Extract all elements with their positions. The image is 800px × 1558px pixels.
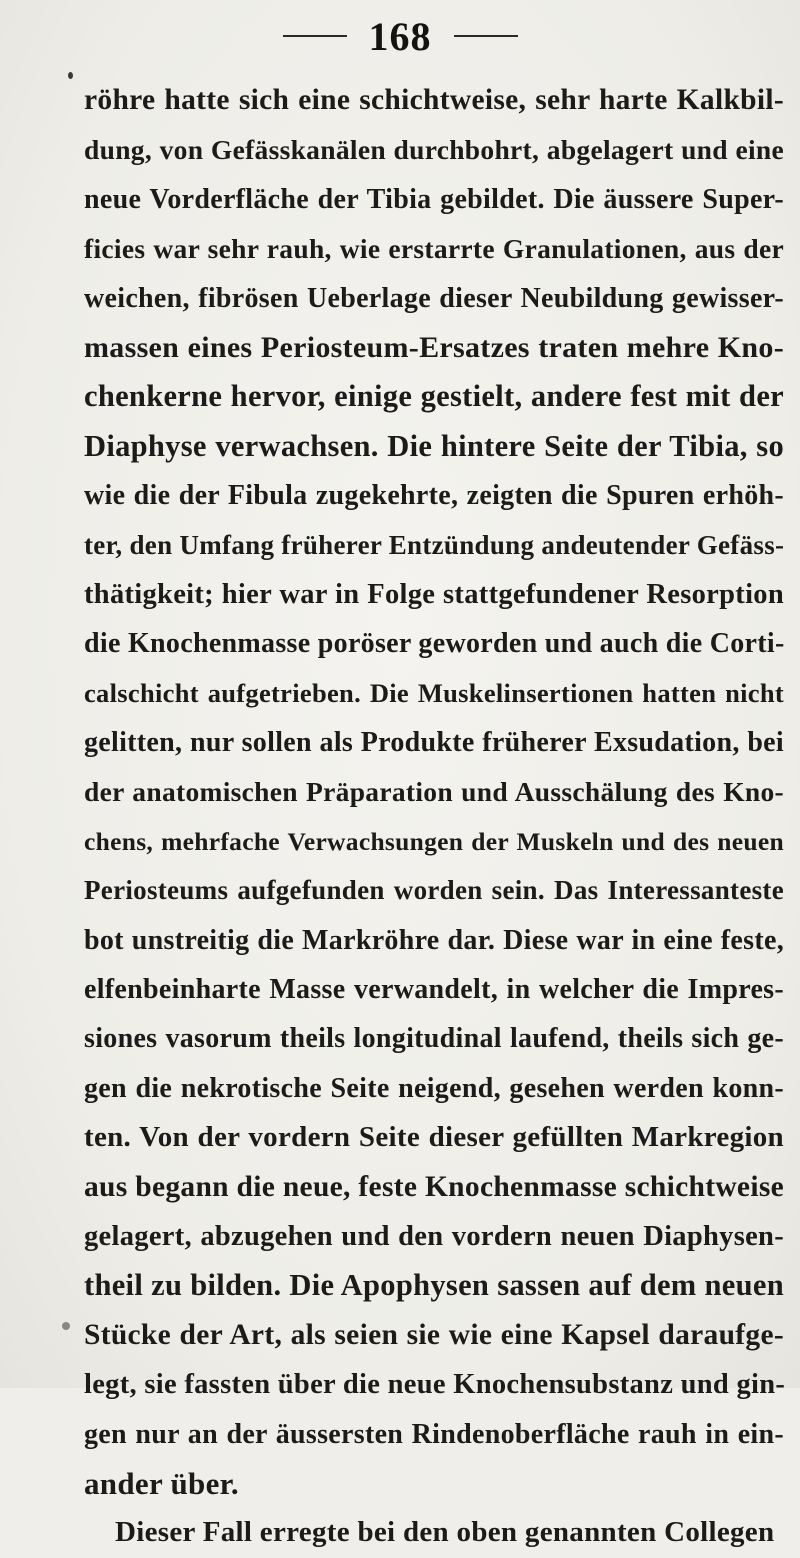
text-line: massen eines Periosteum-Ersatzes traten mehre Kno- — [84, 330, 784, 364]
text-line: Diaphyse verwachsen. Die hintere Seite der Tibia, so — [84, 428, 784, 463]
header-rule-left — [283, 35, 347, 37]
text-line: Stücke der Art, als seien sie wie eine Kapsel daraufge- — [84, 1318, 784, 1351]
body-text — [84, 76, 784, 1558]
text-line: aus begann die neue, feste Knochenmasse schichtweise — [84, 1170, 784, 1203]
text-line: theil zu bilden. Die Apophysen sassen auf dem neuen — [84, 1268, 784, 1303]
print-speck — [62, 1322, 70, 1330]
text-line: röhre hatte sich eine schichtweise, sehr harte Kalkbil- — [84, 84, 784, 116]
text-line: legt, sie fassten über die neue Knochensubstanz und gin- — [84, 1369, 786, 1401]
print-speck — [68, 72, 73, 79]
text-line: bot unstreitig die Markröhre dar. Diese war in eine feste, — [84, 924, 784, 956]
text-line: wie die der Fibula zugekehrte, zeigten die Spuren erhöh- — [84, 480, 784, 512]
text-line: thätigkeit; hier war in Folge stattgefundener Resorption — [84, 578, 784, 610]
page-number: 168 — [368, 13, 432, 59]
text-line: die Knochenmasse poröser geworden und auch die Corti- — [84, 628, 785, 660]
text-line: gen die nekrotische Seite neigend, gesehen werden konn- — [84, 1072, 784, 1104]
header-rule-right — [454, 35, 518, 37]
text-line: gen nur an der äussersten Rindenoberfläche rauh in ein- — [84, 1418, 784, 1450]
text-line: dung, von Gefässkanälen durchbohrt, abgelagert und eine — [84, 134, 784, 166]
text-line: siones vasorum theils longitudinal laufend, theils sich ge- — [84, 1023, 784, 1055]
text-line: calschicht aufgetrieben. Die Muskelinsertionen hatten nicht — [84, 677, 784, 708]
text-line: weichen, fibrösen Ueberlage dieser Neubildung gewisser- — [84, 282, 784, 314]
text-line: der anatomischen Präparation und Ausschälung des Kno- — [84, 776, 784, 808]
text-line: chens, mehrfache Verwachsungen der Muskeln und des neuen — [84, 826, 784, 856]
text-line: neue Vorderfläche der Tibia gebildet. Die äussere Super- — [84, 183, 784, 215]
text-line: ter, den Umfang früherer Entzündung andeutender Gefäss- — [84, 529, 785, 560]
text-line: ten. Von der vordern Seite dieser gefüllten Markregion — [84, 1121, 784, 1154]
text-line: Periosteums aufgefunden worden sein. Das Interessanteste — [84, 875, 784, 906]
page-header — [0, 6, 800, 66]
text-line: ficies war sehr rauh, wie erstarrte Granulationen, aus der — [84, 233, 784, 265]
text-line: Dieser Fall erregte bei den oben genannten Collegen — [115, 1516, 775, 1549]
text-line: chenkerne hervor, einige gestielt, andere fest mit der — [84, 379, 784, 414]
text-line: gelitten, nur sollen als Produkte früherer Exsudation, bei — [84, 727, 784, 759]
text-line: ander über. — [84, 1465, 239, 1501]
text-line: gelagert, abzugehen und den vordern neuen Diaphysen- — [84, 1220, 784, 1252]
text-line: elfenbeinharte Masse verwandelt, in welcher die Impres- — [84, 974, 784, 1006]
